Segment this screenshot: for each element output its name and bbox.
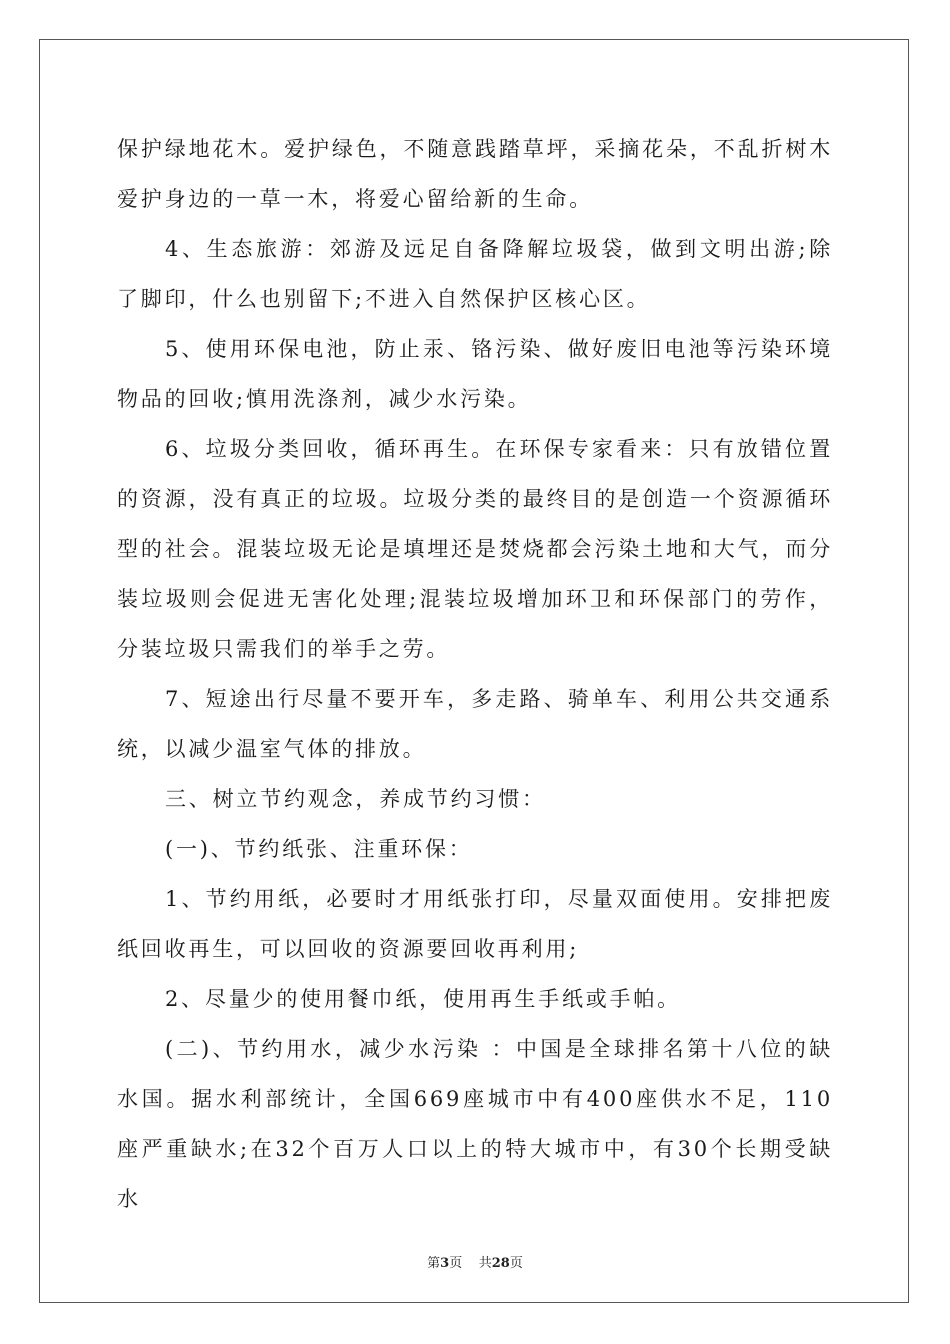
paragraph-5: 7、短途出行尽量不要开车，多走路、骑单车、利用公共交通系统，以减少温室气体的排放。 <box>117 687 833 761</box>
paragraph-4: 6、垃圾分类回收，循环再生。在环保专家看来：只有放错位置的资源，没有真正的垃圾。垃圾分类的最终目的是创造一个资源循环型的社会。混装垃圾无论是填埋还是焚烧都会污染土地和大气，而分装垃圾则会促进无害化处理;混装垃圾增加环卫和环保部门的劳作，分装垃圾只需我们的举手之劳。 <box>117 437 833 661</box>
document-body <box>117 124 833 1224</box>
total-prefix: 共 <box>478 1256 492 1271</box>
total-pages: 28 <box>491 1256 510 1271</box>
subsection-heading-1: (一)、节约纸张、注重环保： <box>165 837 473 861</box>
paragraph-3: 5、使用环保电池，防止汞、铬污染、做好废旧电池等污染环境物品的回收;慎用洗涤剂，减少水污染。 <box>117 337 833 411</box>
paragraph-7: 2、尽量少的使用餐巾纸，使用再生手纸或手帕。 <box>165 987 681 1011</box>
total-suffix: 页 <box>509 1256 523 1271</box>
paragraph-8: (二)、节约用水，减少水污染 ：中国是全球排名第十八位的缺水国。据水利部统计，全国669座城市中有400座供水不足，110座严重缺水;在32个百万人口以上的特大城市中，有30个长期受缺水 <box>117 1037 833 1211</box>
paragraph-1: 保护绿地花木。爱护绿色，不随意践踏草坪，采摘花朵，不乱折树木爱护身边的一草一木，将爱心留给新的生命。 <box>117 137 833 211</box>
page-prefix: 第 <box>427 1256 441 1271</box>
page-suffix: 页 <box>449 1256 463 1271</box>
paragraph-2: 4、生态旅游：郊游及远足自备降解垃圾袋，做到文明出游;除了脚印，什么也别留下;不进入自然保护区核心区。 <box>117 237 833 311</box>
page-footer <box>0 1252 950 1271</box>
section-heading-3: 三、树立节约观念，养成节约习惯： <box>165 787 546 811</box>
paragraph-6: 1、节约用纸，必要时才用纸张打印，尽量双面使用。安排把废纸回收再生，可以回收的资源要回收再利用; <box>117 887 833 961</box>
page-number: 3 <box>440 1256 450 1271</box>
